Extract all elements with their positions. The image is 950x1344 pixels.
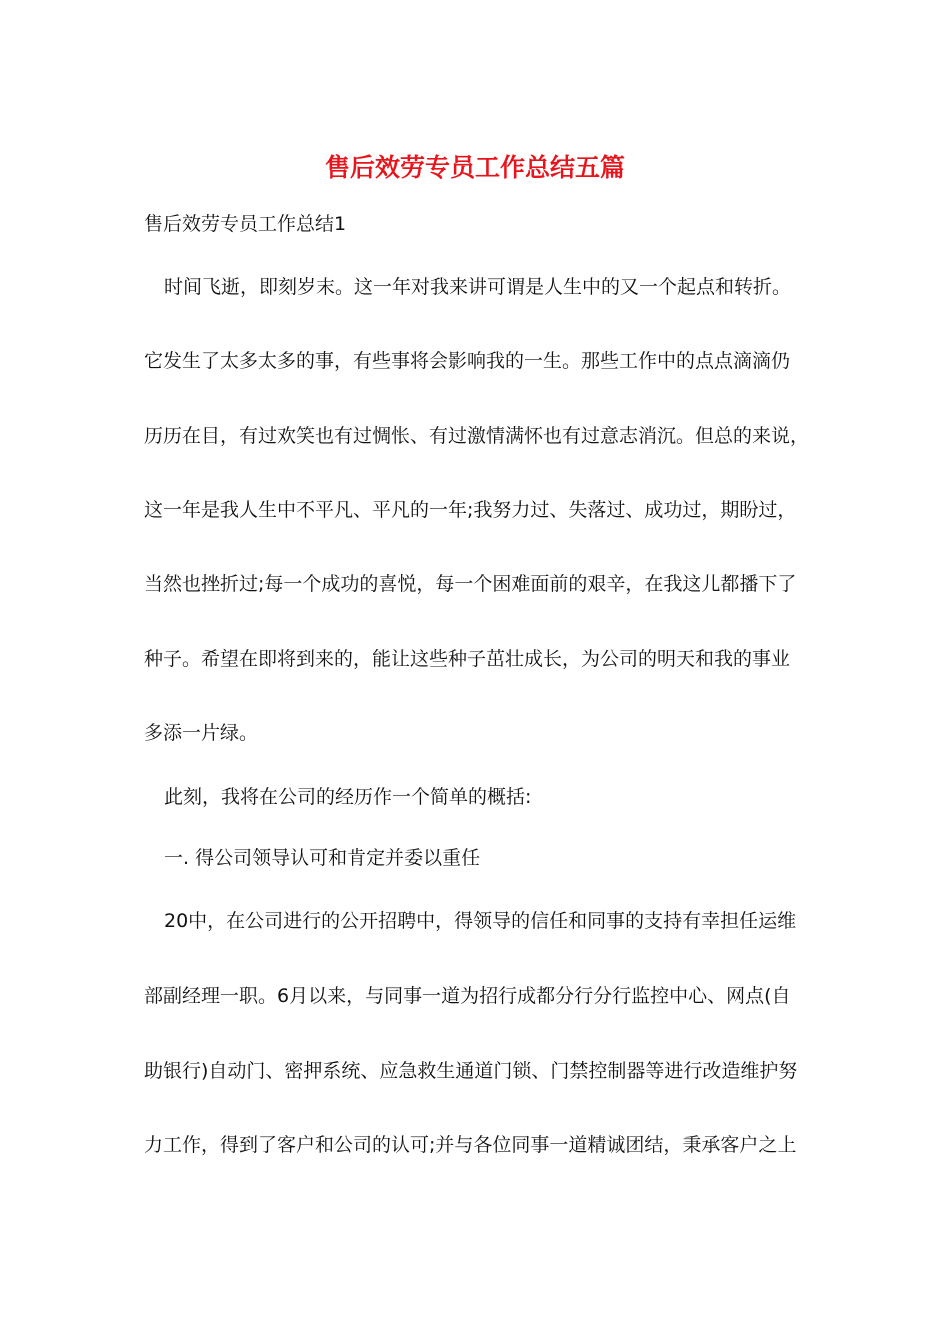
section-heading: 售后效劳专员工作总结1 xyxy=(144,213,347,235)
paragraph-line: 历历在目，有过欢笑也有过惆怅、有过激情满怀也有过意志消沉。但总的来说， xyxy=(144,425,810,447)
paragraph-line: 力工作，得到了客户和公司的认可;并与各位同事一道精诚团结，秉承客户之上 xyxy=(144,1134,797,1156)
list-heading: 一. 得公司领导认可和肯定并委以重任 xyxy=(164,847,481,869)
paragraph-line: 助银行)自动门、密押系统、应急救生通道门锁、门禁控制器等进行改造维护努 xyxy=(144,1060,798,1082)
paragraph-line: 当然也挫折过;每一个成功的喜悦，每一个困难面前的艰辛，在我这儿都播下了 xyxy=(144,573,797,595)
paragraph-line: 此刻，我将在公司的经历作一个简单的概括: xyxy=(164,786,532,808)
paragraph-line: 20中，在公司进行的公开招聘中，得领导的信任和同事的支持有幸担任运维 xyxy=(164,910,797,932)
paragraph-line: 时间飞逝，即刻岁末。这一年对我来讲可谓是人生中的又一个起点和转折。 xyxy=(164,276,792,298)
paragraph-line: 部副经理一职。6月以来，与同事一道为招行成都分行分行监控中心、网点(自 xyxy=(144,985,791,1007)
paragraph-line: 这一年是我人生中不平凡、平凡的一年;我努力过、失落过、成功过，期盼过， xyxy=(144,499,797,521)
document-title: 售后效劳专员工作总结五篇 xyxy=(324,153,625,182)
paragraph-line: 它发生了太多太多的事，有些事将会影响我的一生。那些工作中的点点滴滴仍 xyxy=(144,350,791,372)
paragraph-line: 种子。希望在即将到来的，能让这些种子茁壮成长，为公司的明天和我的事业 xyxy=(144,648,791,670)
paragraph-line: 多添一片绿。 xyxy=(144,722,259,744)
